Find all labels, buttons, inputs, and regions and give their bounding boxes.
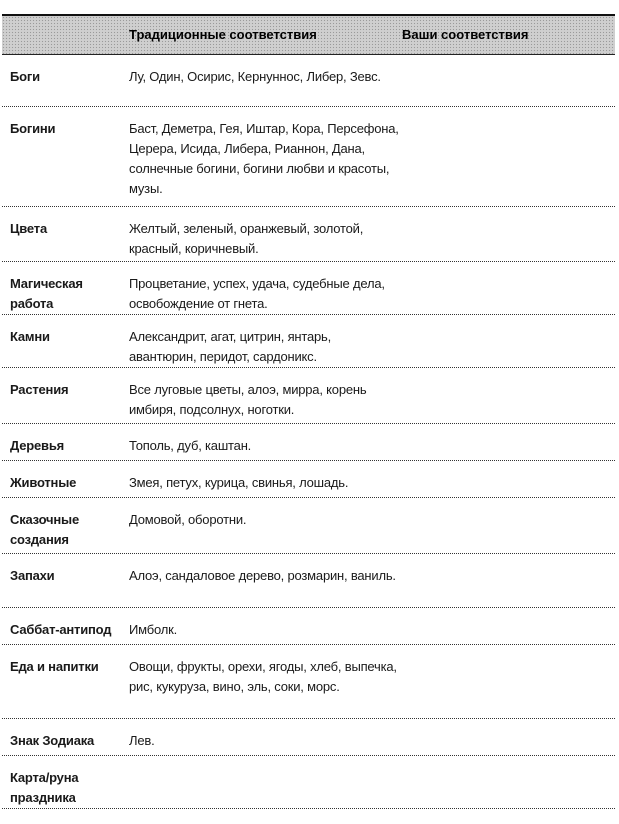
row-value: Лев. bbox=[129, 733, 155, 748]
table-row bbox=[2, 55, 615, 107]
row-category: Растения bbox=[10, 382, 69, 397]
row-category: Сказочные создания bbox=[10, 512, 79, 547]
row-value: Александрит, агат, цитрин, янтарь, авантюрин, перидот, сардоникс. bbox=[129, 329, 332, 364]
table-row bbox=[2, 645, 615, 719]
row-category: Магическая работа bbox=[10, 276, 83, 311]
row-category: Боги bbox=[10, 69, 40, 84]
row-value: Желтый, зеленый, оранжевый, золотой, красный, коричневый. bbox=[129, 221, 364, 256]
table-row bbox=[2, 554, 615, 608]
row-category: Животные bbox=[10, 475, 77, 490]
table-row bbox=[2, 461, 615, 498]
header-traditional: Традиционные соответствия bbox=[129, 27, 317, 42]
table-header bbox=[2, 16, 615, 54]
row-category: Запахи bbox=[10, 568, 55, 583]
table-row bbox=[2, 719, 615, 756]
table-row bbox=[2, 498, 615, 554]
table-row bbox=[2, 756, 615, 809]
table-row bbox=[2, 207, 615, 262]
row-category: Богини bbox=[10, 121, 56, 136]
table-row bbox=[2, 368, 615, 424]
header-yours: Ваши соответствия bbox=[402, 27, 529, 42]
row-value: Змея, петух, курица, свинья, лошадь. bbox=[129, 475, 349, 490]
row-value: Имболк. bbox=[129, 622, 178, 637]
row-value: Процветание, успех, удача, судебные дела, освобождение от гнета. bbox=[129, 276, 385, 311]
row-category: Карта/руна праздника bbox=[10, 770, 79, 805]
row-value: Алоэ, сандаловое дерево, розмарин, ваниль. bbox=[129, 568, 396, 583]
table-row bbox=[2, 608, 615, 645]
table-row bbox=[2, 315, 615, 368]
row-value: Баст, Деметра, Гея, Иштар, Кора, Персефона, Церера, Исида, Либера, Рианнон, Дана, солнечные богини, богини любви и красоты, музы. bbox=[129, 121, 399, 196]
row-category: Саббат-антипод bbox=[10, 622, 112, 637]
table-row bbox=[2, 424, 615, 461]
table-row bbox=[2, 107, 615, 207]
row-category: Цвета bbox=[10, 221, 47, 236]
row-value: Лу, Один, Осирис, Кернуннос, Либер, Зевс. bbox=[129, 69, 381, 84]
row-category: Деревья bbox=[10, 438, 64, 453]
row-value: Домовой, оборотни. bbox=[129, 512, 247, 527]
table-row bbox=[2, 262, 615, 315]
row-value: Овощи, фрукты, орехи, ягоды, хлеб, выпечка, рис, кукуруза, вино, эль, соки, морс. bbox=[129, 659, 397, 694]
row-value: Все луговые цветы, алоэ, мирра, корень имбиря, подсолнух, ноготки. bbox=[129, 382, 367, 417]
row-category: Еда и напитки bbox=[10, 659, 99, 674]
row-value: Тополь, дуб, каштан. bbox=[129, 438, 252, 453]
row-category: Камни bbox=[10, 329, 50, 344]
row-category: Знак Зодиака bbox=[10, 733, 95, 748]
